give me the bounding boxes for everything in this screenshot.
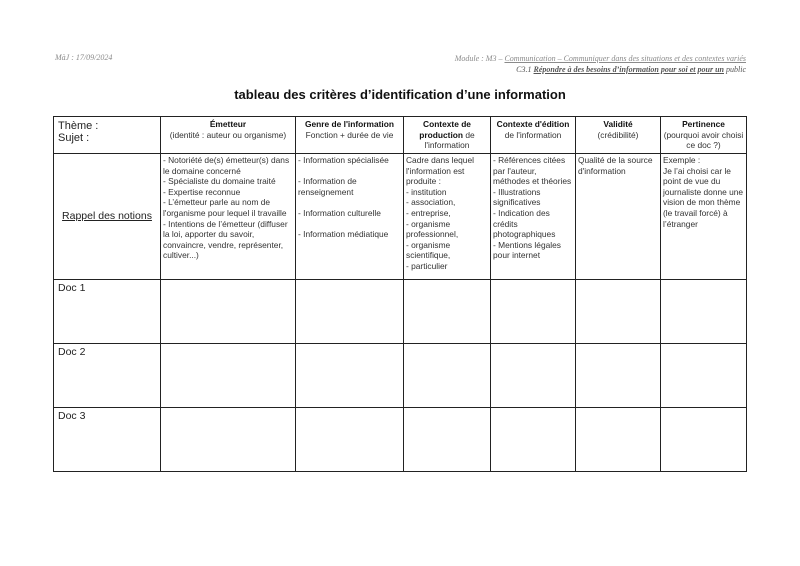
theme-label: Thème :	[58, 120, 99, 132]
notion-item: Cadre dans lequel l'information est produite :	[406, 155, 474, 187]
col-subtitle: (crédibilité)	[597, 129, 639, 140]
notions-label: Rappel des notions	[62, 210, 152, 223]
doc3-validite-cell[interactable]	[576, 408, 661, 472]
doc3-emetteur-cell[interactable]	[161, 408, 296, 472]
doc2-pertinence-cell[interactable]	[661, 344, 747, 408]
update-date: MàJ : 17/09/2024	[55, 53, 113, 62]
doc1-edition-cell[interactable]	[491, 280, 576, 344]
notions-production	[404, 154, 491, 280]
module-link[interactable]: Communication – Communiquer dans des situations et des contextes variés	[504, 54, 746, 63]
col-subtitle: Fonction + durée de vie	[305, 129, 394, 140]
col-header-pertinence	[661, 117, 747, 154]
doc1-emetteur-cell[interactable]	[161, 280, 296, 344]
doc3-edition-cell[interactable]	[491, 408, 576, 472]
col-title: Contexte de production	[419, 119, 471, 140]
col-title: Validité	[603, 119, 633, 129]
notion-item: Exemple :	[663, 155, 701, 165]
notion-item: - Intentions de l’émetteur (diffuser la loi, apporter du savoir, convaincre, vendre, représenter, cultiver...)	[163, 218, 288, 261]
doc2-edition-cell[interactable]	[491, 344, 576, 408]
notions-edition	[491, 154, 576, 280]
notion-item: - Références citées par l'auteur, méthodes et théories	[493, 155, 572, 187]
notion-item: - institution	[406, 186, 447, 197]
header-row	[54, 117, 747, 154]
notions-label-cell	[54, 154, 161, 280]
notions-validite	[576, 154, 661, 280]
col-header-validite	[576, 117, 661, 154]
doc-label: Doc 2	[54, 344, 161, 408]
notions-row	[54, 154, 747, 280]
doc-label: Doc 3	[54, 408, 161, 472]
notion-item: - Information de renseignement	[298, 176, 357, 197]
col-title: Contexte d'édition	[496, 119, 570, 129]
competence-link[interactable]: Répondre à des besoins d’information pour soi et pour un	[533, 65, 724, 74]
notion-item: - Information culturelle	[298, 207, 381, 218]
doc2-validite-cell[interactable]	[576, 344, 661, 408]
doc3-pertinence-cell[interactable]	[661, 408, 747, 472]
notion-item: - Indication des crédits photographiques	[493, 207, 556, 240]
col-header-genre	[296, 117, 404, 154]
criteria-table	[53, 116, 747, 472]
col-title: Genre de l'information	[304, 119, 394, 129]
col-subtitle: (pourquoi avoir choisi ce doc ?)	[663, 129, 744, 151]
module-prefix: Module : M3 –	[454, 54, 505, 63]
notion-item: - particulier	[406, 260, 448, 271]
notion-item: - Information spécialisée	[298, 155, 389, 165]
competence-suffix: public	[724, 65, 746, 74]
notion-item: - Expertise reconnue	[163, 186, 241, 197]
doc-label: Doc 1	[54, 280, 161, 344]
col-subtitle: de l'information	[504, 129, 562, 140]
notions-emetteur	[161, 154, 296, 280]
page-title: tableau des critères d’identification d’une information	[234, 87, 566, 102]
notion-item: Qualité de la source d'information	[578, 155, 653, 176]
notions-pertinence	[661, 154, 747, 280]
doc2-production-cell[interactable]	[404, 344, 491, 408]
doc1-production-cell[interactable]	[404, 280, 491, 344]
doc2-emetteur-cell[interactable]	[161, 344, 296, 408]
notion-item: - organisme professionnel,	[406, 218, 459, 240]
doc1-validite-cell[interactable]	[576, 280, 661, 344]
col-header-production	[404, 117, 491, 154]
notion-item: - L’émetteur parle au nom de l'organisme pour lequel il travaille	[163, 197, 287, 218]
doc1-genre-cell[interactable]	[296, 280, 404, 344]
module-line	[455, 53, 746, 64]
notion-item: - Mentions légales pour internet	[493, 239, 561, 261]
notion-item: - entreprise,	[406, 207, 451, 218]
notion-item: Je l’ai choisi car le point de vue du journaliste donne une vision de mon thème (le travail forcé) à l’étranger	[663, 165, 744, 229]
col-header-emetteur	[161, 117, 296, 154]
notions-genre	[296, 154, 404, 280]
doc-row	[54, 408, 747, 472]
col-title: Émetteur	[209, 119, 247, 129]
notion-item: - organisme scientifique,	[406, 239, 451, 261]
doc3-genre-cell[interactable]	[296, 408, 404, 472]
competence-prefix: C3.1	[516, 65, 534, 74]
col-subtitle: de l'information	[424, 129, 475, 151]
module-header	[455, 53, 746, 75]
doc1-pertinence-cell[interactable]	[661, 280, 747, 344]
notion-item: - Illustrations significatives	[493, 186, 541, 208]
col-title: Pertinence	[682, 119, 725, 129]
doc-row	[54, 344, 747, 408]
notion-item: - Notoriété de(s) émetteur(s) dans le domaine concerné	[163, 155, 290, 176]
notion-item: - association,	[406, 197, 456, 208]
doc2-genre-cell[interactable]	[296, 344, 404, 408]
col-subtitle: (identité : auteur ou organisme)	[169, 129, 287, 140]
notion-item: - Information médiatique	[298, 229, 389, 240]
doc-row	[54, 280, 747, 344]
theme-subject-cell[interactable]	[54, 117, 161, 154]
competence-line	[455, 64, 746, 75]
col-header-edition	[491, 117, 576, 154]
subject-label: Sujet :	[58, 132, 90, 144]
notion-item: - Spécialiste du domaine traité	[163, 176, 276, 187]
doc3-production-cell[interactable]	[404, 408, 491, 472]
